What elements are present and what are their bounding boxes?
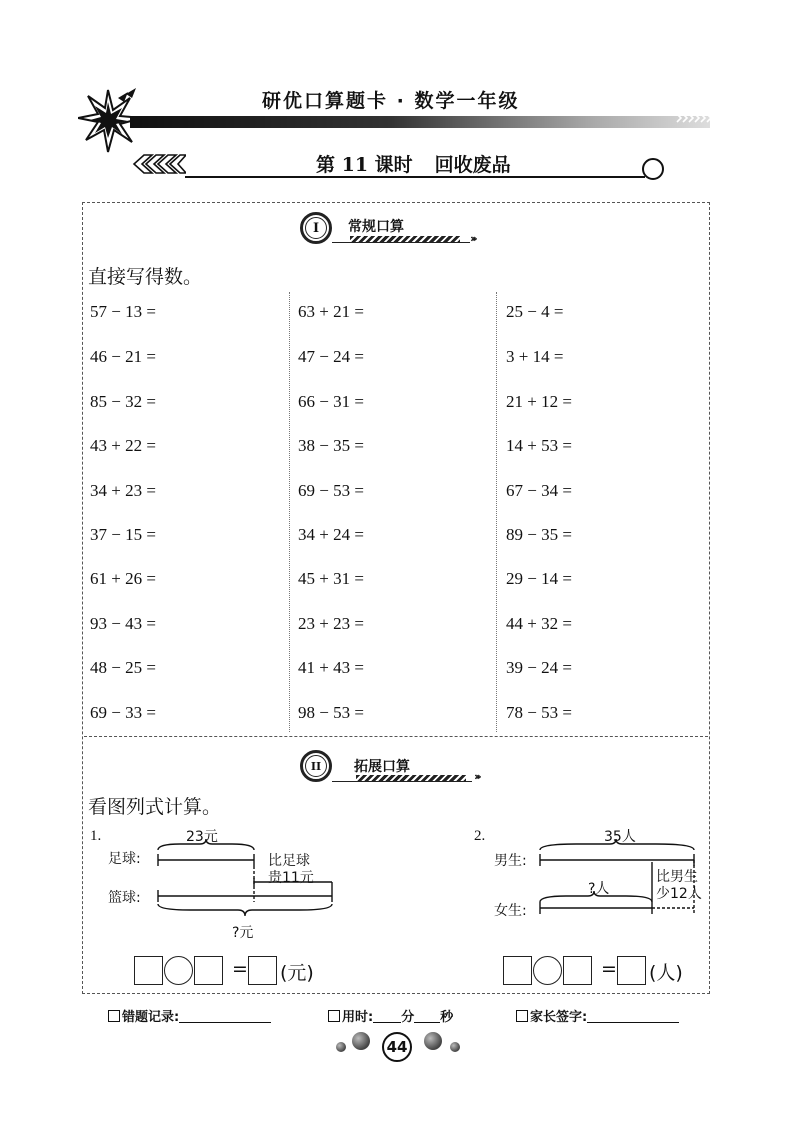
section1-badge: I	[300, 212, 332, 244]
problem1-row2-label: 篮球:	[108, 890, 141, 906]
parent-signature-line[interactable]	[587, 1022, 679, 1023]
equation-c1-r9: 48 − 25 =	[90, 658, 156, 677]
problem1-diff-line2: 贵11元	[268, 870, 314, 886]
p1-equals: =	[232, 958, 248, 980]
problem1-bar-diagram	[150, 838, 340, 932]
p2-answer-box-result[interactable]	[617, 956, 646, 985]
section1-instruction: 直接写得数。	[88, 266, 203, 288]
equation-c3-r6: 89 − 35 =	[506, 525, 572, 544]
p2-operator-circle[interactable]	[533, 956, 562, 985]
lesson-circle-icon	[642, 158, 664, 180]
footer-time: 用时: 分 秒	[328, 1006, 453, 1025]
p2-answer-box-2[interactable]	[563, 956, 592, 985]
equation-c3-r1: 25 − 4 =	[506, 302, 564, 321]
column-separator-2	[496, 292, 497, 732]
footer-parent-signature: 家长签字:	[516, 1006, 679, 1025]
header-arrows-icon	[676, 112, 712, 126]
equation-c3-r5: 67 − 34 =	[506, 481, 572, 500]
equation-c2-r8: 23 + 23 =	[298, 614, 364, 633]
time-checkbox[interactable]	[328, 1010, 340, 1022]
problem2-bar-diagram	[536, 838, 706, 922]
section2-arrows-icon: ›››	[474, 770, 479, 783]
deco-dot-2	[352, 1032, 370, 1050]
equation-c3-r7: 29 − 14 =	[506, 569, 572, 588]
p1-answer-box-2[interactable]	[194, 956, 223, 985]
section2-badge: II	[300, 750, 332, 782]
section1-title: 常规口算	[348, 219, 404, 235]
equation-c1-r2: 46 − 21 =	[90, 347, 156, 366]
equation-c1-r1: 57 − 13 =	[90, 302, 156, 321]
equation-c3-r3: 21 + 12 =	[506, 392, 572, 411]
equation-c2-r7: 45 + 31 =	[298, 569, 364, 588]
equation-c3-r8: 44 + 32 =	[506, 614, 572, 633]
equation-c1-r5: 34 + 23 =	[90, 481, 156, 500]
equation-c2-r10: 98 − 53 =	[298, 703, 364, 722]
lesson-chevrons-icon	[130, 153, 186, 179]
equation-c1-r10: 69 − 33 =	[90, 703, 156, 722]
p1-unit: (元)	[280, 962, 314, 984]
deco-dot-3	[424, 1032, 442, 1050]
equation-c1-r7: 61 + 26 =	[90, 569, 156, 588]
problem1-number: 1.	[90, 828, 102, 844]
equation-c2-r4: 38 − 35 =	[298, 436, 364, 455]
problem2-number: 2.	[474, 828, 486, 844]
problem2-row2-label: 女生:	[494, 903, 527, 919]
problem1-top-amount: 23元	[186, 829, 218, 845]
problem2-row1-label: 男生:	[494, 853, 527, 869]
deco-dot-4	[450, 1042, 460, 1052]
lesson-topic: 回收废品	[434, 154, 511, 176]
page-number: 44	[382, 1032, 412, 1062]
section1-stripe-line	[332, 242, 470, 243]
equation-c2-r2: 47 − 24 =	[298, 347, 364, 366]
problem2-question: ?人	[588, 881, 610, 897]
equation-c2-r3: 66 − 31 =	[298, 392, 364, 411]
problem1-question: ?元	[232, 925, 254, 941]
p2-unit: (人)	[649, 962, 683, 984]
equation-c1-r4: 43 + 22 =	[90, 436, 156, 455]
equation-c2-r9: 41 + 43 =	[298, 658, 364, 677]
lesson-number: 第 11 课时	[316, 154, 413, 176]
footer-error-record: 错题记录:	[108, 1006, 271, 1025]
problem1-row1-label: 足球:	[108, 851, 141, 867]
p1-operator-circle[interactable]	[164, 956, 193, 985]
deco-dot-1	[336, 1042, 346, 1052]
section1-arrows-icon: ›››	[470, 232, 475, 245]
p2-answer-box-1[interactable]	[503, 956, 532, 985]
equation-c1-r6: 37 − 15 =	[90, 525, 156, 544]
problem2-top-amount: 35人	[604, 829, 636, 845]
section2-instruction: 看图列式计算。	[88, 796, 222, 818]
p1-answer-box-1[interactable]	[134, 956, 163, 985]
column-separator-1	[289, 292, 290, 732]
seconds-line[interactable]	[414, 1022, 440, 1023]
section2-stripe-line	[332, 781, 472, 782]
equation-c2-r5: 69 − 53 =	[298, 481, 364, 500]
equation-c1-r8: 93 − 43 =	[90, 614, 156, 633]
parent-signature-checkbox[interactable]	[516, 1010, 528, 1022]
equation-c3-r4: 14 + 53 =	[506, 436, 572, 455]
problem2-diff-line2: 少12人	[656, 886, 702, 902]
p1-answer-box-result[interactable]	[248, 956, 277, 985]
equation-c3-r10: 78 − 53 =	[506, 703, 572, 722]
problem1-diff-line1: 比足球	[268, 853, 310, 869]
error-record-checkbox[interactable]	[108, 1010, 120, 1022]
problem2-diff-line1: 比男生	[656, 869, 698, 885]
lesson-title	[316, 150, 511, 177]
equation-c2-r1: 63 + 21 =	[298, 302, 364, 321]
p2-equals: =	[601, 958, 617, 980]
section2-title: 拓展口算	[354, 759, 410, 775]
equation-c1-r3: 85 − 32 =	[90, 392, 156, 411]
header-bar	[130, 116, 710, 128]
equation-c2-r6: 34 + 24 =	[298, 525, 364, 544]
error-record-line[interactable]	[179, 1022, 271, 1023]
section-divider	[84, 736, 708, 737]
equation-c3-r9: 39 − 24 =	[506, 658, 572, 677]
minutes-line[interactable]	[373, 1022, 401, 1023]
book-title: 研优口算题卡 · 数学一年级	[262, 90, 520, 112]
equation-c3-r2: 3 + 14 =	[506, 347, 564, 366]
